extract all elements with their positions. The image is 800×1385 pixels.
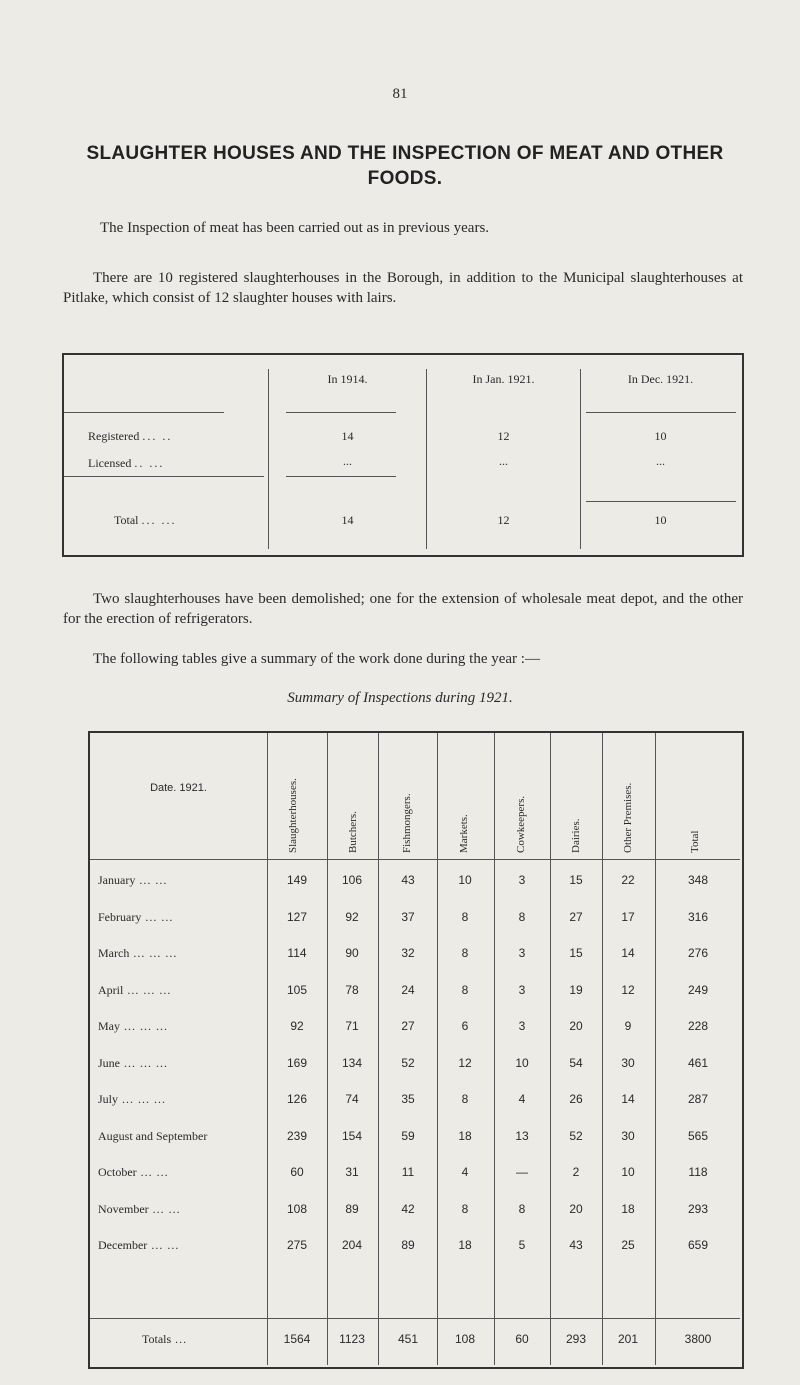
cell-value: 27 (569, 910, 583, 924)
licensed-1914: ... (343, 454, 352, 468)
cell-value: 293 (565, 1332, 587, 1346)
cell-value: 4 (518, 1092, 526, 1106)
cell-value: 10 (621, 1165, 635, 1179)
cell-value: 3800 (684, 1332, 712, 1346)
cell-value: 14 (621, 1092, 635, 1106)
cell-value: 3 (518, 946, 526, 960)
cell-value: 12 (458, 1056, 472, 1070)
cell-value: 22 (621, 873, 635, 887)
inspection-summary-table (88, 731, 744, 1369)
cell-value: 2 (572, 1165, 580, 1179)
cell-value: 60 (515, 1332, 529, 1346)
cell-value: 18 (621, 1202, 635, 1216)
cell-value: 78 (345, 983, 359, 997)
cell-value: 348 (687, 873, 709, 887)
cell-value: 114 (287, 946, 307, 960)
cell-value: 154 (341, 1129, 363, 1143)
cell-value: 1123 (339, 1332, 365, 1346)
cell-value: 27 (401, 1019, 415, 1033)
cell-value: 20 (569, 1019, 583, 1033)
total-dec-1921: 10 (654, 513, 667, 527)
cell-value: 12 (621, 983, 635, 997)
cell-value: 18 (458, 1238, 472, 1252)
cell-value: 26 (569, 1092, 583, 1106)
header-1914: In 1914. (327, 372, 368, 386)
month-label: October ... ... (98, 1165, 169, 1179)
row-label-licensed: Licensed .. ... (88, 456, 165, 470)
cell-value: 30 (621, 1129, 635, 1143)
cell-value: 17 (621, 910, 635, 924)
cell-value: 89 (401, 1238, 415, 1252)
cell-value: 18 (458, 1129, 472, 1143)
totals-label: Totals ... (142, 1332, 188, 1346)
slaughterhouse-count-table (62, 353, 744, 557)
cell-value: 249 (687, 983, 709, 997)
cell-value: 293 (687, 1202, 709, 1216)
cell-value: 1564 (283, 1332, 311, 1346)
cell-value: 276 (687, 946, 709, 960)
paragraph-summary-intro: The following tables give a summary of the work done during the year :— (93, 651, 540, 667)
cell-value: 74 (345, 1092, 359, 1106)
cell-value: 8 (461, 983, 469, 997)
cell-value: 54 (569, 1056, 583, 1070)
row-label-total: Total ... ... (114, 513, 177, 527)
cell-value: 118 (688, 1165, 708, 1179)
cell-value: 3 (518, 873, 526, 887)
col-header-dairies: Dairies. (570, 818, 582, 853)
month-label: January ... ... (98, 873, 168, 887)
cell-value: 59 (401, 1129, 415, 1143)
cell-value: 30 (621, 1056, 635, 1070)
cell-value: 108 (454, 1332, 476, 1346)
registered-dec-1921: 10 (654, 429, 667, 443)
cell-value: 565 (687, 1129, 709, 1143)
cell-value: 316 (687, 910, 709, 924)
cell-value: 201 (617, 1332, 639, 1346)
month-label: November ... ... (98, 1202, 181, 1216)
cell-value: 32 (401, 946, 415, 960)
col-header-butchers: Butchers. (347, 811, 359, 853)
table-caption: Summary of Inspections during 1921. (287, 690, 513, 706)
cell-value: 92 (345, 910, 359, 924)
cell-value: 8 (461, 1092, 469, 1106)
licensed-dec-1921: ... (656, 454, 665, 468)
cell-value: 43 (569, 1238, 583, 1252)
cell-value: 108 (286, 1202, 308, 1216)
cell-value: 42 (401, 1202, 415, 1216)
row-label-registered: Registered ... .. (88, 429, 173, 443)
cell-value: 37 (401, 910, 415, 924)
cell-value: 52 (569, 1129, 583, 1143)
cell-value: 19 (569, 983, 583, 997)
cell-value: 90 (345, 946, 359, 960)
month-label: February ... ... (98, 910, 174, 924)
cell-value: 8 (461, 1202, 469, 1216)
cell-value: 92 (290, 1019, 304, 1033)
cell-value: 3 (518, 983, 526, 997)
total-1914: 14 (341, 513, 354, 527)
cell-value: — (516, 1165, 528, 1179)
paragraph-inspection-intro: The Inspection of meat has been carried out as in previous years. (100, 220, 490, 236)
cell-value: 15 (569, 873, 583, 887)
cell-value: 31 (345, 1165, 359, 1179)
month-label: December ... ... (98, 1238, 180, 1252)
cell-value: 5 (518, 1238, 526, 1252)
cell-value: 451 (397, 1332, 419, 1346)
cell-value: 25 (621, 1238, 635, 1252)
header-jan-1921: In Jan. 1921. (472, 372, 535, 386)
cell-value: 89 (345, 1202, 359, 1216)
cell-value: 4 (461, 1165, 469, 1179)
cell-value: 9 (624, 1019, 632, 1033)
page-number: 81 (392, 86, 408, 102)
cell-value: 71 (345, 1019, 359, 1033)
registered-jan-1921: 12 (497, 429, 510, 443)
cell-value: 10 (515, 1056, 529, 1070)
month-label: August and September (98, 1129, 208, 1143)
cell-value: 8 (518, 1202, 526, 1216)
cell-value: 20 (569, 1202, 583, 1216)
cell-value: 3 (518, 1019, 526, 1033)
page-title: SLAUGHTER HOUSES AND THE INSPECTION OF MEAT AND OTHER FOODS. (86, 143, 724, 189)
cell-value: 35 (401, 1092, 415, 1106)
paragraph-registered-count: There are 10 registered slaughterhouses in the Borough, in addition to the Municipal slaughterhouses at Pitlake, which consist of 12 slaughter houses with lairs. (63, 270, 743, 306)
col-header-fishmongers: Fishmongers. (401, 793, 413, 853)
month-label: March ... ... ... (98, 946, 178, 960)
cell-value: 149 (286, 873, 308, 887)
cell-value: 8 (461, 910, 469, 924)
col-header-cowkeepers: Cowkeepers. (515, 795, 527, 853)
month-label: May ... ... ... (98, 1019, 168, 1033)
cell-value: 106 (341, 873, 363, 887)
cell-value: 52 (401, 1056, 415, 1070)
cell-value: 14 (621, 946, 635, 960)
col-header-markets: Markets. (458, 814, 470, 853)
cell-value: 15 (569, 946, 583, 960)
paragraph-demolished: Two slaughterhouses have been demolished; one for the extension of wholesale meat depot, and the other for the erection of refrigerators. (63, 591, 743, 627)
cell-value: 43 (401, 873, 415, 887)
cell-value: 204 (341, 1238, 363, 1252)
cell-value: 105 (286, 983, 308, 997)
cell-value: 11 (401, 1165, 415, 1179)
cell-value: 8 (461, 946, 469, 960)
cell-value: 169 (286, 1056, 308, 1070)
cell-value: 239 (286, 1129, 308, 1143)
cell-value: 287 (687, 1092, 709, 1106)
cell-value: 461 (687, 1056, 709, 1070)
month-label: July ... ... ... (98, 1092, 167, 1106)
cell-value: 6 (461, 1019, 469, 1033)
cell-value: 134 (341, 1056, 363, 1070)
col-header-other-premises: Other Premises. (622, 782, 634, 853)
registered-1914: 14 (341, 429, 354, 443)
col-header-total: Total (689, 830, 701, 853)
cell-value: 127 (286, 910, 308, 924)
cell-value: 60 (290, 1165, 304, 1179)
cell-value: 10 (458, 873, 472, 887)
cell-value: 13 (515, 1129, 529, 1143)
month-label: April ... ... ... (98, 983, 172, 997)
cell-value: 659 (687, 1238, 709, 1252)
cell-value: 126 (286, 1092, 308, 1106)
cell-value: 8 (518, 910, 526, 924)
cell-value: 275 (286, 1238, 308, 1252)
col-header-slaughterhouses: Slaughterhouses. (287, 778, 299, 853)
total-jan-1921: 12 (497, 513, 510, 527)
header-dec-1921: In Dec. 1921. (627, 372, 694, 386)
licensed-jan-1921: ... (499, 454, 508, 468)
cell-value: 228 (687, 1019, 709, 1033)
cell-value: 24 (401, 983, 415, 997)
date-header: Date. 1921. (150, 782, 207, 794)
month-label: June ... ... ... (98, 1056, 168, 1070)
